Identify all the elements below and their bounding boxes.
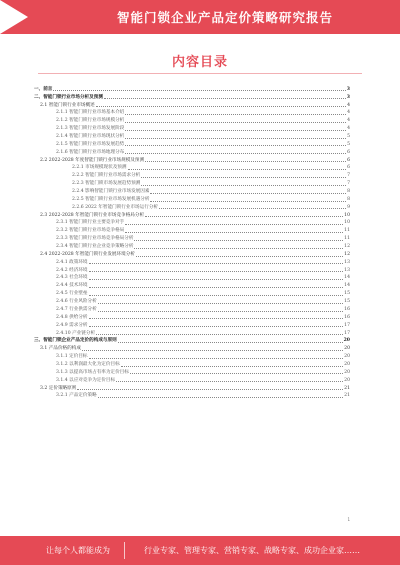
- toc-entry[interactable]: [34, 179, 350, 187]
- toc-leader-dots: [141, 177, 346, 178]
- toc-leader-dots: [89, 271, 344, 272]
- toc-leader-dots: [150, 193, 346, 194]
- toc-entry-page: 20: [344, 369, 350, 375]
- toc-entry-label: 2.2 2022-2028 年度智能门锁行业市场规模及预测: [40, 157, 145, 163]
- toc-entry-page: 20: [343, 338, 350, 344]
- toc-entry[interactable]: [34, 148, 350, 156]
- toc-entry[interactable]: [34, 171, 350, 179]
- toc-entry[interactable]: [34, 156, 350, 164]
- toc-entry[interactable]: [34, 376, 350, 384]
- toc-entry-page: 13: [344, 267, 350, 273]
- toc-leader-dots: [104, 98, 346, 99]
- toc-entry-page: 6: [347, 149, 350, 155]
- toc-entry[interactable]: [34, 321, 350, 329]
- toc-entry-page: 9: [347, 204, 350, 210]
- toc-entry-label: 3.1.3 以提高市场占有率为定价目标: [56, 369, 129, 375]
- toc-leader-dots: [145, 216, 343, 217]
- toc-entry[interactable]: [34, 234, 350, 242]
- toc-entry-page: 17: [344, 322, 350, 328]
- toc-entry-page: 8: [347, 196, 350, 202]
- toc-entry-page: 13: [344, 259, 350, 265]
- toc-entry[interactable]: [34, 85, 350, 93]
- toc-leader-dots: [98, 311, 343, 312]
- toc-leader-dots: [98, 397, 343, 398]
- toc-leader-dots: [145, 161, 346, 162]
- toc-leader-dots: [89, 263, 344, 264]
- toc-entry-page: 5: [347, 134, 350, 140]
- toc-entry-label: 2.3.2 智能门锁行业市场竞争格局: [56, 228, 125, 234]
- toc-entry[interactable]: [34, 250, 350, 258]
- toc-entry-label: 2.3.1 智能门锁行业主要竞争对手: [56, 220, 125, 226]
- toc-entry-page: 16: [344, 306, 350, 312]
- toc-entry-page: 7: [347, 181, 350, 187]
- toc-leader-dots: [134, 248, 343, 249]
- toc-leader-dots: [150, 201, 346, 202]
- toc-entry[interactable]: [34, 313, 350, 321]
- toc-leader-dots: [141, 185, 346, 186]
- toc-entry-label: 2.2.1 市场规模现状及预测: [72, 165, 127, 171]
- toc-entry-label: 2.2.5 智能门锁行业市场发展机遇分析: [72, 196, 150, 202]
- toc-leader-dots: [116, 381, 343, 382]
- report-header: [0, 0, 400, 34]
- toc-divider: [38, 73, 362, 74]
- toc-entry-label: 3.1.2 以利润最大化为定价目标: [56, 361, 120, 367]
- toc-entry-label: 二、智能门锁行业市场分析及预测: [34, 94, 103, 100]
- toc-entry-page: 5: [347, 141, 350, 147]
- footer-divider: [124, 542, 125, 559]
- toc-entry-label: 2.3 2022-2028 年智能门锁行业市场竞争格局分析: [40, 212, 145, 218]
- toc-entry-page: 4: [347, 118, 350, 124]
- toc-entry[interactable]: [34, 164, 350, 172]
- toc-entry-page: 12: [344, 251, 350, 257]
- toc-leader-dots: [128, 169, 347, 170]
- header-chevron-decoration: [0, 0, 28, 34]
- toc-entry-page: 16: [344, 314, 350, 320]
- toc-leader-dots: [125, 130, 346, 131]
- toc-entry-page: 15: [344, 291, 350, 297]
- toc-leader-dots: [125, 122, 346, 123]
- toc-leader-dots: [82, 350, 343, 351]
- toc-entry-page: 10: [344, 212, 350, 218]
- toc-entry-label: 3.1 产品价格的构成: [40, 346, 81, 352]
- toc-leader-dots: [89, 295, 344, 296]
- toc-entry[interactable]: [34, 124, 350, 132]
- toc-leader-dots: [89, 358, 344, 359]
- toc-entry-label: 2.4.6 行业风险分析: [56, 299, 97, 305]
- toc-entry-label: 2.1.5 智能门锁行业市场发展趋势: [56, 141, 125, 147]
- toc-entry-page: 7: [347, 173, 350, 179]
- toc-leader-dots: [89, 326, 344, 327]
- toc-heading: 内容目录: [171, 55, 228, 70]
- toc-entry-label: 2.4.3 社会环境: [56, 275, 88, 281]
- toc-leader-dots: [125, 224, 343, 225]
- toc-leader-dots: [77, 389, 343, 390]
- toc-entry-page: 8: [347, 189, 350, 195]
- toc-entry[interactable]: [34, 195, 350, 203]
- toc-entry[interactable]: [34, 352, 350, 360]
- toc-leader-dots: [125, 232, 343, 233]
- toc-entry[interactable]: [34, 258, 350, 266]
- footer-slogan-right: 行业专家、管理专家、营销专家、战略专家、成功企业家……: [144, 546, 360, 555]
- toc-entry-label: 2.1.3 智能门锁行业市场发展阶段: [56, 126, 125, 132]
- toc-entry-label: 3.1.4 以应对竞争为定价目标: [56, 377, 116, 383]
- toc-entry-label: 2.4.2 经济环境: [56, 267, 88, 273]
- toc-entry-page: 15: [344, 299, 350, 305]
- toc-entry[interactable]: [34, 132, 350, 140]
- toc-leader-dots: [121, 366, 343, 367]
- toc-entry[interactable]: [34, 109, 350, 117]
- toc-entry-page: 14: [344, 275, 350, 281]
- toc-entry-label: 2.2.2 智能门锁行业市场需求分析: [72, 173, 141, 179]
- toc-leader-dots: [53, 90, 345, 91]
- toc-entry-label: 三、智能门锁企业产品定价的构成与原则: [34, 338, 117, 344]
- toc-entry-label: 2.1.2 智能门锁行业市场规模分析: [56, 118, 125, 124]
- toc-leader-dots: [96, 106, 346, 107]
- toc-entry[interactable]: [34, 274, 350, 282]
- toc-entry-page: 21: [344, 393, 350, 399]
- toc-entry[interactable]: [34, 305, 350, 313]
- footer-slogan-left: 让每个人都能成为: [46, 546, 110, 555]
- toc-entry-page: 14: [344, 283, 350, 289]
- toc-entry-page: 11: [344, 236, 350, 242]
- toc-entry-label: 2.2.4 影响智能门锁行业市场发展因素: [72, 189, 150, 195]
- toc-leader-dots: [159, 208, 346, 209]
- toc-entry-label: 2.2.6 2022 年智能门锁行业市场运行分析: [72, 204, 159, 210]
- toc-entry-page: 21: [344, 385, 350, 391]
- toc-entry[interactable]: [34, 392, 350, 400]
- toc-entry-label: 2.2.3 智能门锁市场发展趋势预测: [72, 181, 141, 187]
- toc-entry[interactable]: [34, 384, 350, 392]
- toc-entry-page: 6: [347, 165, 350, 171]
- toc-entry[interactable]: [34, 281, 350, 289]
- toc-leader-dots: [98, 303, 343, 304]
- toc-entry-page: 10: [344, 220, 350, 226]
- toc-entry-label: 3.1.1 定价目标: [56, 354, 88, 360]
- toc-leader-dots: [89, 279, 344, 280]
- toc-entry-label: 2.1.4 智能门锁行业市场现状分析: [56, 134, 125, 140]
- toc-leader-dots: [136, 256, 343, 257]
- toc-entry[interactable]: [34, 337, 350, 345]
- toc-entry-page: 20: [344, 354, 350, 360]
- toc-entry-label: 3.2.1 产品定价策略: [56, 393, 97, 399]
- report-title: 智能门锁企业产品定价策略研究报告: [116, 10, 333, 25]
- toc-leader-dots: [89, 318, 344, 319]
- toc-entry[interactable]: [34, 329, 350, 337]
- toc-leader-dots: [125, 114, 346, 115]
- toc-entry-page: 17: [344, 330, 350, 336]
- toc-entry-label: 3.2 定价策略原则: [40, 385, 77, 391]
- toc-entry-label: 2.1.6 智能门锁行业市场地理分布: [56, 149, 125, 155]
- toc-entry[interactable]: [34, 289, 350, 297]
- toc-leader-dots: [134, 240, 343, 241]
- toc-entry[interactable]: [34, 368, 350, 376]
- toc-entry[interactable]: [34, 242, 350, 250]
- toc-entry-page: 3: [346, 94, 350, 100]
- toc-leader-dots: [96, 334, 343, 335]
- toc-entry-page: 12: [344, 244, 350, 250]
- toc-entry-page: 11: [344, 228, 350, 234]
- toc-entry[interactable]: [34, 211, 350, 219]
- toc-entry-page: 3: [346, 86, 350, 92]
- toc-entry-page: 20: [344, 361, 350, 367]
- table-of-contents: [34, 85, 350, 399]
- toc-entry-label: 2.1.1 智能门锁行业市场基本介绍: [56, 110, 125, 116]
- toc-entry-label: 2.3.3 智能门锁行业市场竞争格局分析: [56, 236, 134, 242]
- toc-leader-dots: [89, 287, 344, 288]
- toc-leader-dots: [125, 138, 346, 139]
- toc-entry-label: 2.4.9 需求分析: [56, 322, 88, 328]
- toc-entry-label: 2.4.7 行业供需分析: [56, 306, 97, 312]
- toc-entry[interactable]: [34, 266, 350, 274]
- toc-leader-dots: [125, 145, 346, 146]
- toc-entry-page: 20: [344, 377, 350, 383]
- toc-entry[interactable]: [34, 360, 350, 368]
- toc-entry-label: 2.4 2022-2028 年智能门锁行业发展环境分析: [40, 251, 135, 257]
- toc-entry-label: 2.3.4 智能门锁行业企业竞争策略分析: [56, 244, 134, 250]
- toc-entry[interactable]: [34, 297, 350, 305]
- page-number: 1: [347, 517, 350, 522]
- toc-entry-label: 一、前言: [34, 86, 53, 92]
- toc-entry[interactable]: [34, 344, 350, 352]
- toc-entry-page: 4: [347, 126, 350, 132]
- toc-entry-label: 2.4.4 技术环境: [56, 283, 88, 289]
- toc-entry[interactable]: [34, 219, 350, 227]
- toc-entry[interactable]: [34, 93, 350, 101]
- toc-entry-page: 20: [344, 346, 350, 352]
- toc-leader-dots: [118, 342, 343, 343]
- toc-entry-label: 2.1 智能门锁行业市场概述: [40, 102, 95, 108]
- toc-leader-dots: [130, 373, 343, 374]
- toc-entry[interactable]: [34, 140, 350, 148]
- toc-entry-label: 2.4.8 供给分析: [56, 314, 88, 320]
- report-footer: [0, 536, 400, 565]
- toc-entry-label: 2.4.5 行业壁垒: [56, 291, 88, 297]
- toc-entry[interactable]: [34, 226, 350, 234]
- toc-entry[interactable]: [34, 187, 350, 195]
- toc-entry-label: 2.4.1 政策环境: [56, 259, 88, 265]
- toc-entry-page: 4: [347, 110, 350, 116]
- toc-entry-page: 6: [347, 157, 350, 163]
- toc-entry-label: 2.4.10 产业链分析: [56, 330, 96, 336]
- toc-entry-page: 4: [347, 102, 350, 108]
- toc-entry[interactable]: [34, 116, 350, 124]
- toc-entry[interactable]: [34, 101, 350, 109]
- toc-entry[interactable]: [34, 203, 350, 211]
- toc-leader-dots: [125, 153, 346, 154]
